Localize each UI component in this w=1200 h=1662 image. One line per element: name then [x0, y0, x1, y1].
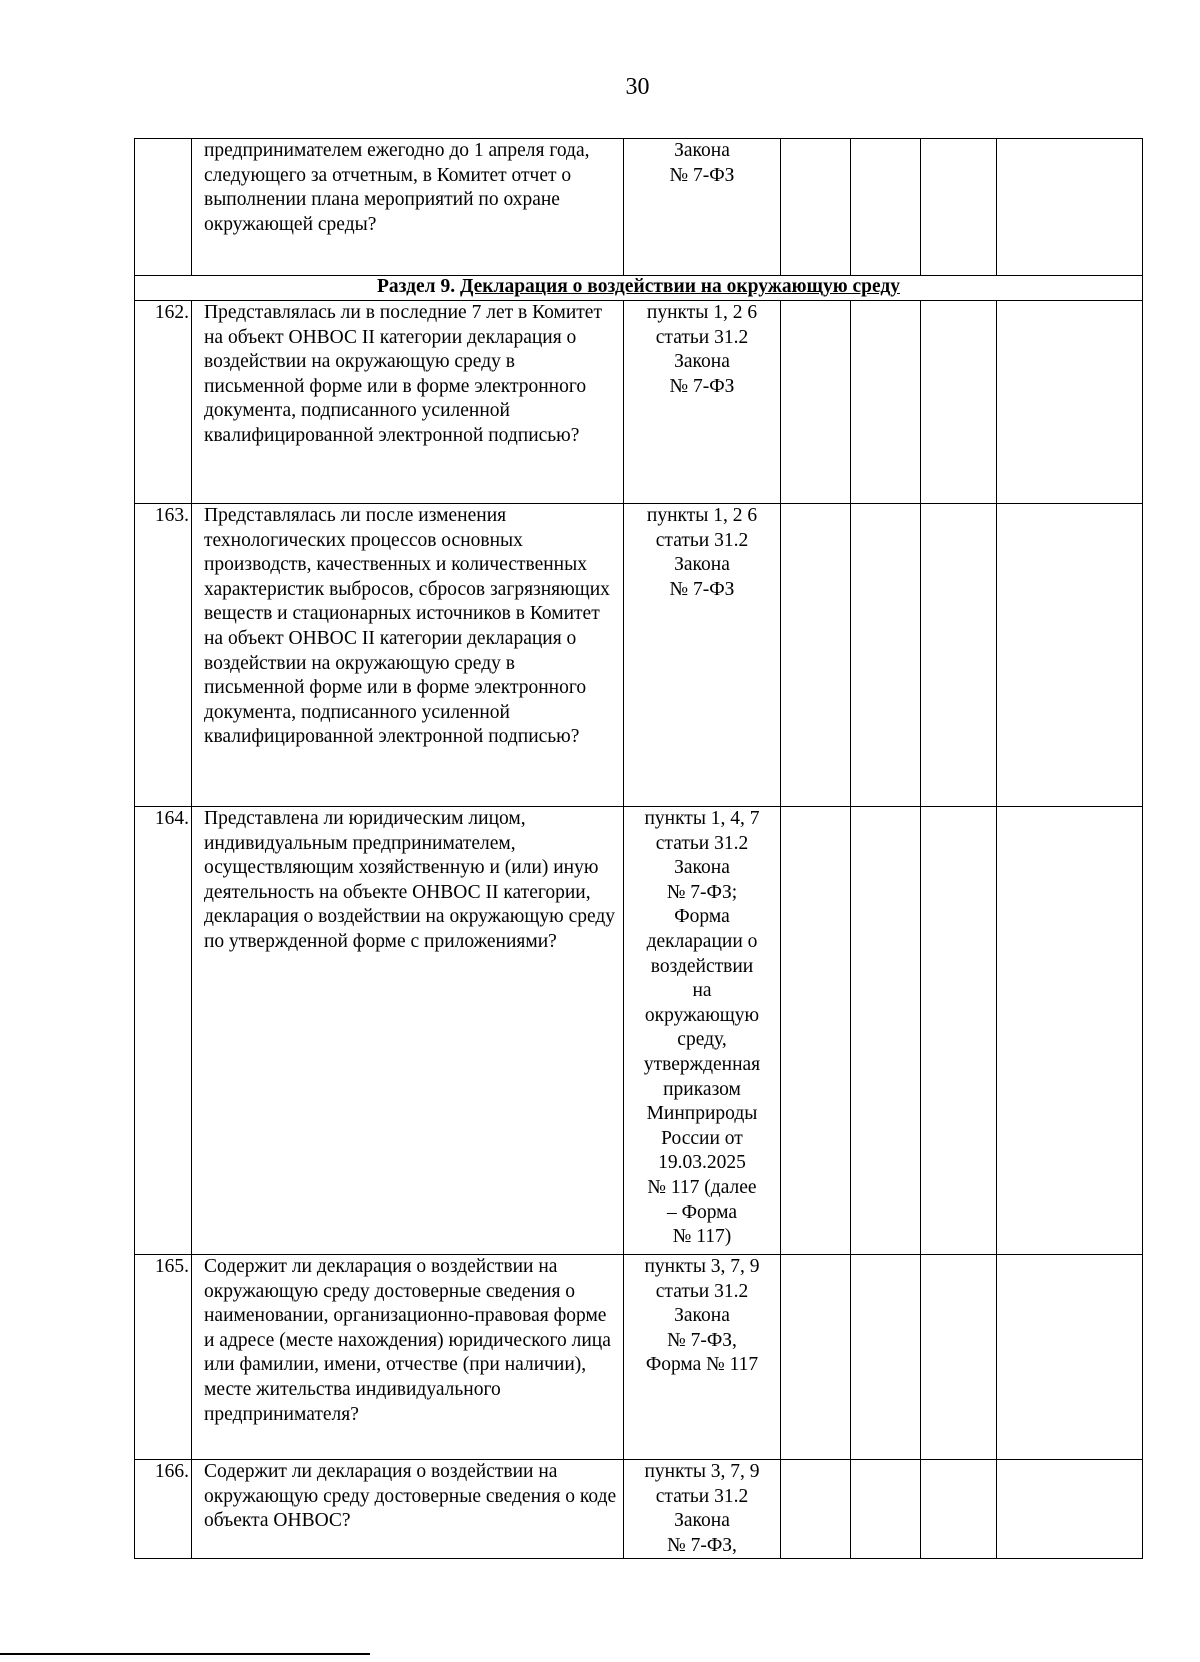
answer-no-cell[interactable] [851, 301, 921, 504]
note-cell[interactable] [997, 504, 1143, 807]
legal-reference: пункты 3, 7, 9 статьи 31.2 Закона № 7-ФЗ, [624, 1460, 781, 1559]
row-number: 163. [135, 504, 192, 807]
answer-yes-cell[interactable] [781, 139, 851, 276]
answer-no-cell[interactable] [851, 807, 921, 1255]
question-text: Представлена ли юридическим лицом, индивидуальным предпринимателем, осуществляющим хозяйственную и (или) иную деятельность на объекте ОНВОС II категории, декларация о воздействии на окружающую среду по утвержденной форме с приложениями? [192, 807, 624, 1255]
answer-no-cell[interactable] [851, 1255, 921, 1460]
row-number: 162. [135, 301, 192, 504]
answer-yes-cell[interactable] [781, 807, 851, 1255]
row-number: 165. [135, 1255, 192, 1460]
note-cell[interactable] [997, 301, 1143, 504]
answer-na-cell[interactable] [921, 1460, 997, 1559]
section-title: Декларация о воздействии на окружающую среду [459, 276, 901, 297]
section-header [135, 276, 1143, 301]
answer-no-cell[interactable] [851, 1460, 921, 1559]
table-row [135, 1460, 1143, 1559]
row-number: 164. [135, 807, 192, 1255]
legal-reference: пункты 1, 2 6 статьи 31.2 Закона № 7-ФЗ [624, 301, 781, 504]
question-text: Содержит ли декларация о воздействии на окружающую среду достоверные сведения о коде объекта ОНВОС? [192, 1460, 624, 1559]
legal-reference: Закона № 7-ФЗ [624, 139, 781, 276]
question-text: предпринимателем ежегодно до 1 апреля года, следующего за отчетным, в Комитет отчет о выполнении плана мероприятий по охране окружающей среды? [192, 139, 624, 276]
page-number: 30 [625, 74, 650, 100]
answer-na-cell[interactable] [921, 139, 997, 276]
question-text: Содержит ли декларация о воздействии на окружающую среду достоверные сведения о наименовании, организационно-правовая форме и адресе (месте нахождения) юридического лица или фамилии, имени, отчестве (при наличии), месте жительства индивидуального предпринимателя? [192, 1255, 624, 1460]
table-row [135, 807, 1143, 1255]
answer-na-cell[interactable] [921, 1255, 997, 1460]
answer-yes-cell[interactable] [781, 301, 851, 504]
question-text: Представлялась ли после изменения технологических процессов основных производств, качественных и количественных характеристик выбросов, сбросов загрязняющих веществ и стационарных источников в Комитет на объект ОНВОС II категории декларация о воздействии на окружающую среду в письменной форме или в форме электронного документа, подписанного усиленной квалифицированной электронной подписью? [192, 504, 624, 807]
footer-rule [0, 1653, 370, 1655]
row-number [135, 139, 192, 276]
legal-reference: пункты 1, 4, 7 статьи 31.2 Закона № 7-ФЗ; Форма декларации о воздействии на окружающую среду, утвержденная приказом Минприроды России от 19.03.2025 № 117 (далее – Форма № 117) [624, 807, 781, 1255]
legal-reference: пункты 3, 7, 9 статьи 31.2 Закона № 7-ФЗ, Форма № 117 [624, 1255, 781, 1460]
answer-na-cell[interactable] [921, 504, 997, 807]
question-text: Представлялась ли в последние 7 лет в Комитет на объект ОНВОС II категории декларация о воздействии на окружающую среду в письменной форме или в форме электронного документа, подписанного усиленной квалифицированной электронной подписью? [192, 301, 624, 504]
answer-na-cell[interactable] [921, 301, 997, 504]
answer-no-cell[interactable] [851, 139, 921, 276]
section-prefix: Раздел 9. [376, 276, 456, 297]
table-row [135, 301, 1143, 504]
note-cell[interactable] [997, 1460, 1143, 1559]
answer-na-cell[interactable] [921, 807, 997, 1255]
answer-yes-cell[interactable] [781, 1460, 851, 1559]
table-row [135, 1255, 1143, 1460]
answer-yes-cell[interactable] [781, 1255, 851, 1460]
answer-no-cell[interactable] [851, 504, 921, 807]
table-row [135, 504, 1143, 807]
answer-yes-cell[interactable] [781, 504, 851, 807]
note-cell[interactable] [997, 1255, 1143, 1460]
section-header-row [135, 276, 1143, 301]
note-cell[interactable] [997, 807, 1143, 1255]
note-cell[interactable] [997, 139, 1143, 276]
row-number: 166. [135, 1460, 192, 1559]
checklist-table [134, 138, 1143, 1559]
table-row [135, 139, 1143, 276]
legal-reference: пункты 1, 2 6 статьи 31.2 Закона № 7-ФЗ [624, 504, 781, 807]
